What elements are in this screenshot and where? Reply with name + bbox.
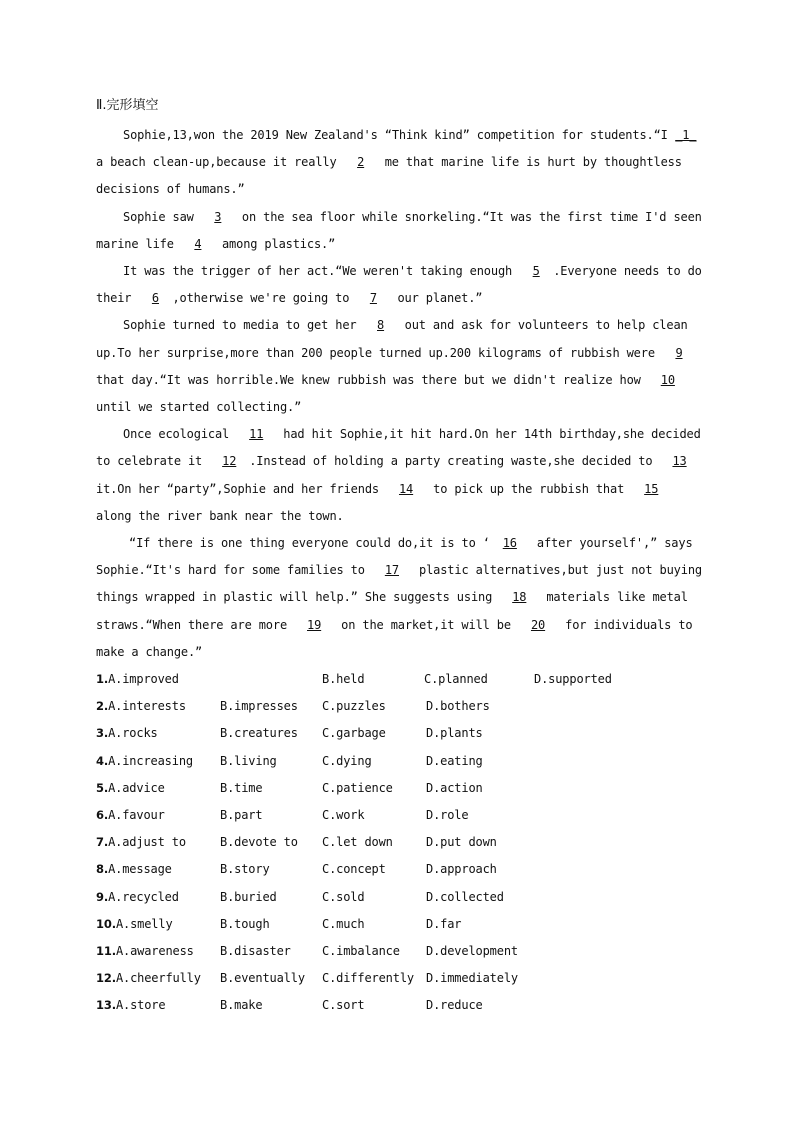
blank-20: 20 (530, 617, 546, 632)
question-number: 12. (96, 971, 116, 986)
blank-9: 9 (675, 345, 683, 360)
option-row-5 (96, 775, 706, 802)
question-number: 13. (96, 998, 116, 1013)
option-d: D.action (426, 780, 483, 795)
blank-3: 3 (214, 209, 222, 224)
passage-paragraph-4: Sophie turned to media to get her 8 out and ask for volunteers to help clean up.To her surprise,more than 200 people turned up.200 kilograms of rubbish were 9 that day.“It was horrible.We knew rubbish was there but we didn't realize how 10 until we started collecting.” (96, 312, 706, 421)
blank-17: 17 (384, 563, 399, 578)
option-a: A.interests (108, 699, 186, 714)
option-d: D.collected (426, 889, 504, 904)
option-b: B.creatures (220, 726, 298, 741)
question-number: 8. (96, 862, 109, 877)
option-d: D.reduce (426, 998, 483, 1013)
blank-15: 15 (644, 481, 659, 496)
option-c: C.garbage (322, 726, 386, 741)
option-a: A.awareness (115, 943, 194, 958)
option-a: A.smelly (115, 916, 173, 931)
option-row-12 (96, 965, 706, 992)
option-row-10 (96, 911, 706, 938)
blank-19: 19 (307, 617, 322, 632)
passage-paragraph-1: Sophie,13,won the 2019 New Zealand's “Think kind” competition for students.“I _1_ a beach clean-up,because it really 2 me that marine life is hurt by thoughtless decisions of humans.” (96, 122, 706, 204)
option-c: C.imbalance (322, 943, 400, 958)
option-d: D.far (426, 916, 462, 931)
blank-1: _1_ (675, 128, 697, 142)
option-c: C.sort (322, 998, 365, 1013)
question-number: 5. (96, 780, 109, 795)
document-page (96, 95, 706, 1020)
passage-paragraph-5: Once ecological 11 had hit Sophie,it hit hard.On her 14th birthday,she decided to celebrate it 12 .Instead of holding a party creating waste,she decided to 13 it.On her “party”,Sophie and her friends 14 to pick up the rubbish that 15 along the river bank near the town. (96, 421, 706, 530)
option-row-7 (96, 829, 706, 856)
blank-11: 11 (249, 427, 264, 442)
option-c: C.patience (322, 780, 393, 795)
passage-paragraph-3: It was the trigger of her act.“We weren't taking enough 5 .Everyone needs to do their 6 ,otherwise we're going to 7 our planet.” (96, 258, 706, 312)
option-a: A.advice (108, 780, 165, 795)
option-row-2 (96, 693, 706, 720)
question-number: 2. (96, 699, 109, 714)
blank-18: 18 (512, 590, 527, 605)
option-b: B.held (322, 672, 365, 687)
option-c: C.differently (322, 971, 414, 986)
option-d: D.supported (534, 672, 612, 687)
blank-4: 4 (194, 236, 202, 251)
question-number: 4. (96, 753, 109, 768)
option-c: C.work (322, 808, 365, 822)
question-number: 7. (96, 835, 109, 850)
option-b: B.make (220, 998, 263, 1013)
blank-5: 5 (532, 264, 540, 279)
blank-8: 8 (377, 318, 385, 333)
blank-10: 10 (660, 372, 675, 387)
question-number: 11. (96, 943, 116, 958)
option-c: C.planned (424, 672, 488, 687)
option-b: B.impresses (220, 699, 298, 714)
blank-12: 12 (222, 454, 237, 469)
option-d: D.plants (426, 726, 483, 741)
question-number: 9. (96, 889, 109, 904)
question-number: 6. (96, 808, 109, 822)
question-number: 3. (96, 726, 109, 741)
option-d: D.approach (426, 862, 497, 877)
option-row-8 (96, 856, 706, 883)
option-b: B.disaster (220, 943, 291, 958)
option-b: B.devote to (220, 835, 298, 850)
option-a: A.rocks (108, 726, 158, 741)
option-c: C.puzzles (322, 699, 386, 714)
option-a: A.recycled (108, 889, 179, 904)
option-a: A.store (115, 998, 166, 1013)
option-b: B.part (220, 808, 263, 822)
option-d: D.eating (426, 753, 483, 768)
option-b: B.living (220, 753, 277, 768)
option-b: B.eventually (220, 971, 305, 986)
option-a: A.message (108, 862, 172, 877)
blank-6: 6 (151, 291, 159, 306)
option-b: B.time (220, 780, 263, 795)
option-c: C.dying (322, 753, 372, 768)
option-d: D.put down (426, 835, 497, 850)
option-a: A.favour (108, 808, 165, 822)
option-c: C.sold (322, 889, 365, 904)
option-a: A.adjust to (108, 835, 186, 850)
option-c: C.much (322, 916, 365, 931)
option-a: A.improved (108, 672, 179, 687)
passage-paragraph-6: “If there is one thing everyone could do,it is to ‘ 16 after yourself',” says Sophie.“It's hard for some families to 17 plastic alternatives,but just not buying things wrapped in plastic will help.” She suggests using 18 materials like metal straws.“When there are more 19 on the market,it will be 20 for individuals to make a change.” (96, 530, 706, 666)
option-row-1 (96, 666, 706, 693)
blank-2: 2 (357, 155, 365, 170)
blank-16: 16 (502, 536, 517, 551)
option-b: B.tough (220, 916, 270, 931)
option-d: D.development (426, 943, 518, 958)
question-number: 1. (96, 672, 109, 687)
option-row-11 (96, 938, 706, 965)
option-d: D.immediately (426, 971, 518, 986)
option-d: D.bothers (426, 699, 490, 714)
option-b: B.story (220, 862, 270, 877)
blank-14: 14 (398, 481, 414, 496)
option-c: C.concept (322, 862, 386, 877)
option-b: B.buried (220, 889, 277, 904)
option-row-9 (96, 884, 706, 911)
option-a: A.cheerfully (115, 971, 201, 986)
blank-13: 13 (672, 454, 687, 469)
blank-7: 7 (369, 291, 377, 306)
options-list (96, 666, 706, 1019)
option-c: C.let down (322, 835, 393, 850)
option-d: D.role (426, 808, 469, 822)
section-heading: Ⅱ.完形填空 (96, 98, 159, 113)
question-number: 10. (96, 916, 116, 931)
option-row-3 (96, 720, 706, 747)
option-a: A.increasing (108, 753, 193, 768)
option-row-4 (96, 748, 706, 775)
option-row-13 (96, 992, 706, 1019)
passage-paragraph-2: Sophie saw 3 on the sea floor while snorkeling.“It was the first time I'd seen marine life 4 among plastics.” (96, 204, 706, 258)
option-row-6 (96, 802, 706, 829)
